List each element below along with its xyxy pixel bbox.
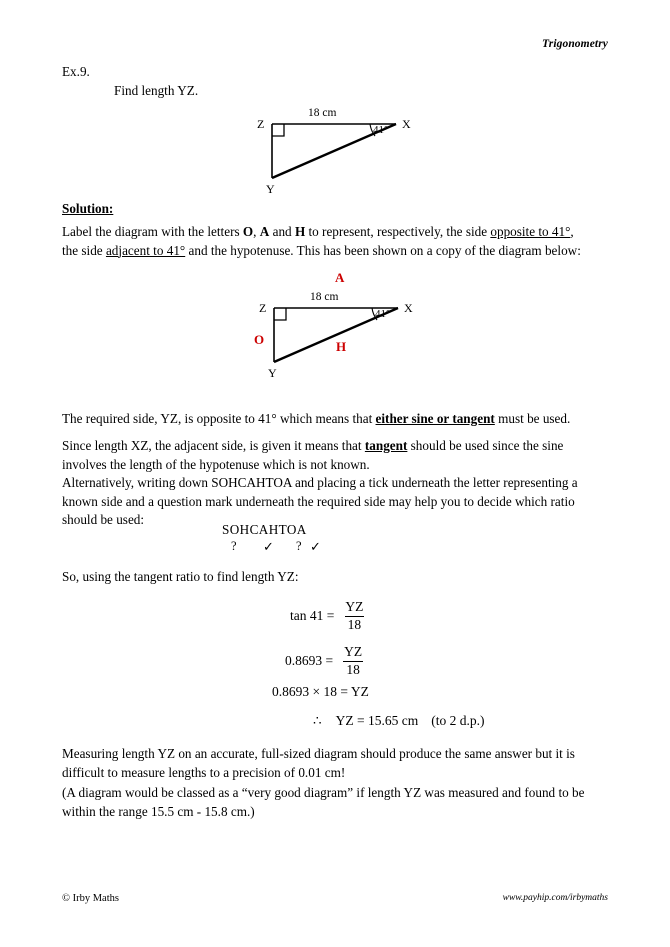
svg-text:X: X [404, 301, 413, 315]
svg-text:X: X [402, 117, 411, 131]
sohcahtoa-letters: SOHCAHTOA [222, 522, 307, 537]
exercise-label: Ex.9. [62, 64, 90, 79]
p1-letter-o: O [242, 224, 254, 239]
p1-text-d: to represent, respectively, the side [305, 224, 491, 239]
p1-letter-a: A [259, 224, 270, 239]
svg-text:O: O [254, 332, 265, 347]
svg-text:H: H [336, 339, 347, 354]
eq1-left-side: tan 41 = [290, 608, 335, 624]
eq1-denominator: 18 [345, 616, 365, 633]
sohcahtoa-mnemonic [222, 522, 321, 555]
p2-text-a: The required side, YZ, is opposite to 41° which means that [62, 411, 376, 426]
p6-line1: (A diagram would be classed as a “very good diagram” if length YZ was measured and found to be [62, 785, 585, 800]
p1-line2-text-b: and the hypotenuse. This has been shown on a copy of the diagram below: [185, 242, 581, 258]
eq2-fraction [341, 645, 365, 677]
svg-text:18 cm: 18 cm [308, 107, 337, 119]
solution-heading: Solution: [62, 201, 114, 216]
explanation-paragraph-2 [62, 410, 605, 429]
mark-under-second-a: ✓ [310, 539, 321, 554]
p1-letter-h: H [294, 224, 306, 239]
p4-line1: Alternatively, writing down SOHCAHTOA and placing a tick underneath the letter representing a [62, 475, 578, 490]
svg-text:Y: Y [266, 182, 275, 195]
p1-adjacent-phrase: adjacent to 41° [105, 242, 186, 258]
p3-emphasis: tangent [364, 438, 408, 453]
p1-text-a: Label the diagram with the letters [62, 224, 243, 239]
p6-line2: within the range 15.5 cm - 15.8 cm.) [62, 803, 255, 819]
equation-multiply: 0.8693 × 18 = YZ [272, 684, 369, 699]
p2-emphasis: either sine or tangent [375, 411, 495, 426]
p1-opposite-phrase: opposite to 41° [490, 224, 571, 239]
mark-under-first-a: ✓ [263, 539, 274, 554]
p1-text-b: , [253, 224, 260, 239]
tangent-ratio-intro: So, using the tangent ratio to find length YZ: [62, 569, 299, 584]
equation-decimal [285, 645, 365, 677]
mark-under-second-o: ? [296, 539, 302, 553]
exercise-instruction: Find length YZ. [114, 83, 199, 98]
p3-text-a: Since length XZ, the adjacent side, is given it means that [62, 438, 365, 453]
p2-text-b: must be used. [494, 411, 571, 426]
svg-text:18 cm: 18 cm [310, 291, 339, 303]
p1-line2-text-a: the side [62, 242, 106, 258]
eq2-left-side: 0.8693 = [285, 653, 334, 669]
p4-line3: should be used: [62, 512, 145, 527]
result-precision-note: (to 2 d.p.) [431, 713, 485, 728]
footer-copyright: © Irby Maths [62, 893, 119, 904]
eq2-denominator: 18 [343, 661, 363, 678]
explanation-paragraph-3 [62, 437, 605, 474]
triangle-diagram-1 [248, 100, 438, 195]
p4-line2: known side and a question mark underneath the required side may help you to decide which ratio [62, 493, 575, 509]
svg-text:Z: Z [259, 301, 267, 315]
svg-text:41°: 41° [373, 124, 389, 136]
svg-text:Y: Y [268, 366, 277, 380]
eq1-numerator: YZ [345, 599, 364, 614]
p3-text-b: should be used since the sine [407, 438, 564, 453]
equation-result [313, 713, 484, 729]
p3-line2: involves the length of the hypotenuse which is not known. [62, 456, 370, 472]
closing-paragraph-6 [62, 784, 605, 821]
p1-text-c: and [269, 224, 295, 239]
page-header-title: Trigonometry [542, 38, 608, 50]
explanation-paragraph-4 [62, 474, 605, 530]
result-value: YZ = 15.65 cm [335, 713, 419, 728]
svg-text:41°: 41° [375, 308, 391, 320]
solution-paragraph-1 [62, 223, 605, 260]
sohcahtoa-marks-row [222, 539, 321, 555]
eq1-fraction [342, 600, 366, 632]
therefore-symbol: ∴ [313, 713, 322, 728]
equation-tan41 [290, 600, 366, 632]
eq2-numerator: YZ [344, 644, 363, 659]
p5-line2: difficult to measure lengths to a precision of 0.01 cm! [62, 764, 346, 780]
p5-line1: Measuring length YZ on an accurate, full-sized diagram should produce the same answer but it is [62, 746, 575, 761]
svg-text:Z: Z [257, 117, 265, 131]
closing-paragraph-5 [62, 745, 605, 782]
svg-text:A: A [335, 270, 345, 285]
footer-website[interactable]: www.payhip.com/irbymaths [502, 893, 608, 903]
triangle-diagram-2 [248, 268, 448, 380]
mark-under-first-o: ? [231, 539, 237, 553]
p1-text-e: , [570, 224, 574, 239]
